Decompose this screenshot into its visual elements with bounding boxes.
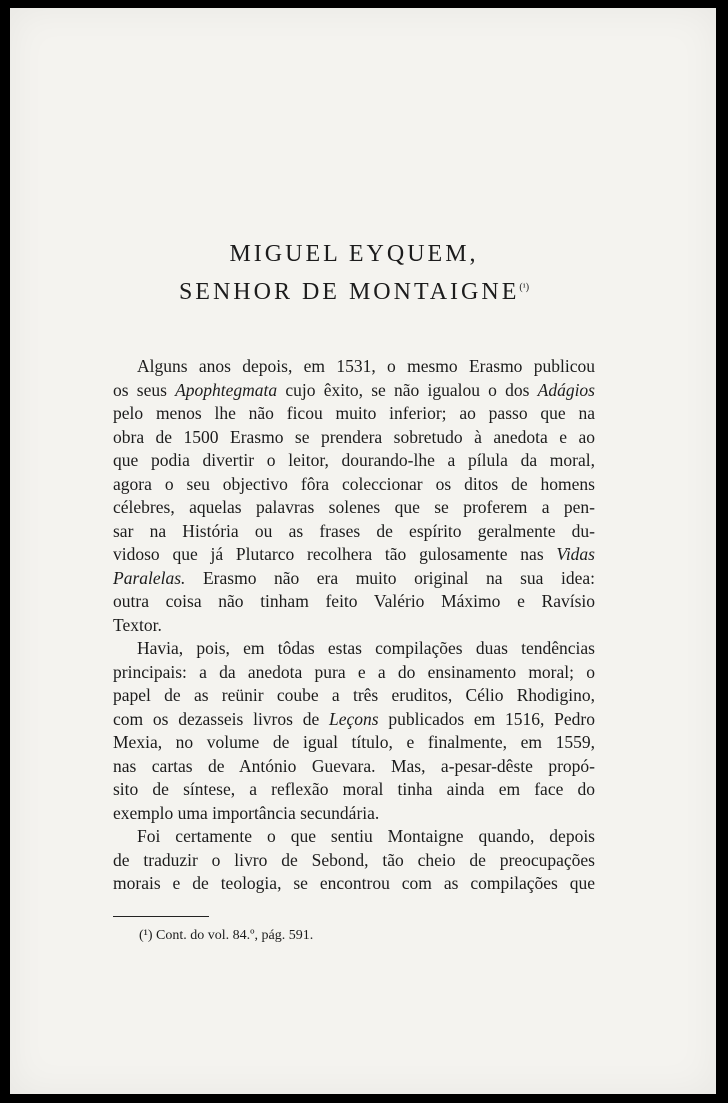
line-text: Havia, pois, em tôdas estas compilações duas tendências [137,638,595,658]
line-text: Alguns anos depois, em 1531, o mesmo Erasmo publicou [137,356,595,376]
italic-title: Apophtegmata [175,379,278,400]
text-line [113,496,595,520]
title-line-2 [113,271,595,309]
text-line [113,379,595,403]
title-line-2-text: SENHOR DE MONTAIGNE [178,279,520,305]
line-text: Mexia, no volume de igual título, e finalmente, em 1559, [113,732,595,752]
text-line [113,355,595,379]
text-line [113,755,595,779]
line-text: papel de as reünir coube a três eruditos, Célio Rhodigino, [113,685,595,705]
line-text: nas cartas de António Guevara. Mas, a-pesar-dêste propó- [113,755,595,776]
footnote [113,927,595,945]
line-text: Textor. [113,614,162,635]
line-text: com os dezasseis livros de [113,708,329,729]
line-text: principais: a da anedota pura e a do ensinamento moral; o [113,661,595,682]
footnote-divider [113,916,209,917]
text-line [113,802,595,826]
text-line [113,590,595,614]
text-line [113,637,595,661]
line-text: vidoso que já Plutarco recolhera tão gulosamente nas [113,544,557,564]
text-line [113,520,595,544]
page-content [113,238,595,945]
paragraph [113,355,595,637]
text-line [113,849,595,873]
footnote-text: Cont. do vol. 84.º, pág. 591. [156,927,314,943]
paragraph [113,637,595,825]
line-text: agora o seu objectivo fôra coleccionar os ditos de homens [113,473,595,494]
line-text: sito de síntese, a reflexão moral tinha ainda em face do [113,779,595,799]
italic-title: Leçons [328,708,379,729]
line-text: os seus [113,379,176,400]
text-line [113,426,595,450]
text-line [113,473,595,497]
text-line [113,567,595,591]
line-text: Erasmo não era muito original na sua idea: [185,567,595,588]
title-note-marker: (¹) [519,282,530,293]
line-text: morais e de teologia, se encontrou com as compilações que [113,873,595,893]
italic-title: Paralelas. [113,567,186,588]
text-line [113,778,595,802]
line-text: sar na História ou as frases de espírito geralmente du- [113,520,595,541]
footnote-marker: (¹) [139,927,153,943]
text-line [113,402,595,426]
body-text [113,355,595,896]
text-line [113,684,595,708]
line-text: outra coisa não tinham feito Valério Máximo e Ravísio [113,591,595,611]
title-line-1: MIGUEL EYQUEM, [229,241,479,267]
line-text: obra de 1500 Erasmo se prendera sobretudo à anedota e ao [113,426,595,447]
line-text: célebres, aquelas palavras solenes que se proferem a pen- [113,497,595,517]
italic-title: Vidas [556,544,595,564]
text-line [113,872,595,896]
italic-title: Adágios [537,379,595,400]
text-line [113,825,595,849]
book-page [10,8,716,1094]
line-text: pelo menos lhe não ficou muito inferior; ao passo que na [113,403,595,423]
text-line [113,661,595,685]
line-text: cujo êxito, se não igualou o dos [277,379,538,400]
line-text: de traduzir o livro de Sebond, tão cheio de preocupações [113,849,595,870]
line-text: publicados em 1516, Pedro [378,708,595,729]
text-line [113,731,595,755]
text-line [113,543,595,567]
line-text: Foi certamente o que sentiu Montaigne quando, depois [137,826,595,846]
text-line [113,449,595,473]
text-line [113,614,595,638]
line-text: exemplo uma importância secundária. [113,802,380,823]
text-line [113,708,595,732]
line-text: que podia divertir o leitor, dourando-lhe a pílula da moral, [113,450,595,470]
chapter-title [113,238,595,309]
paragraph [113,825,595,896]
